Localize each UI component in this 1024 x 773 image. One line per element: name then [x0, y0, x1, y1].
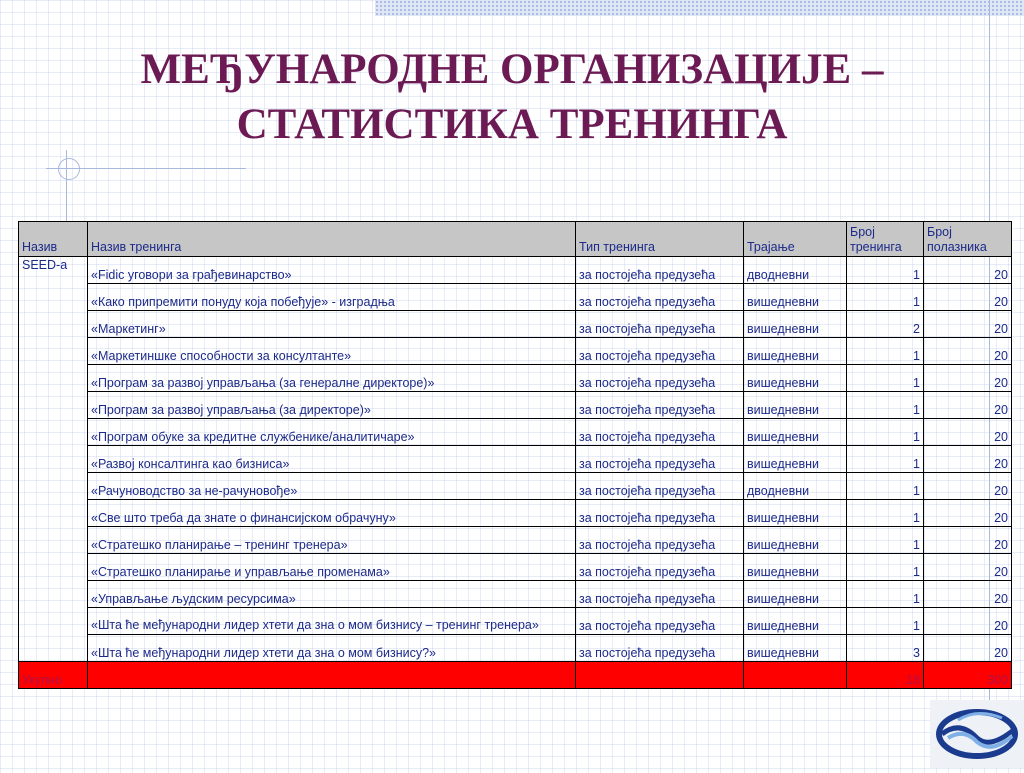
- total-trainings-cell: 18: [847, 662, 924, 689]
- total-empty-cell: [88, 662, 576, 689]
- table-row: [19, 338, 1012, 365]
- participants-count-cell: 20: [924, 311, 1012, 338]
- total-empty-cell: [744, 662, 847, 689]
- duration-cell: дводневни: [744, 257, 847, 284]
- participants-count-cell: 20: [924, 419, 1012, 446]
- total-row: [19, 662, 1012, 689]
- table-row: [19, 446, 1012, 473]
- training-name-cell: «Маркетинг»: [88, 311, 576, 338]
- group-name-cell: [19, 311, 88, 338]
- duration-cell: вишедневни: [744, 284, 847, 311]
- header-naziv: Назив: [19, 222, 88, 257]
- duration-cell: вишедневни: [744, 338, 847, 365]
- trainings-count-cell: 1: [847, 527, 924, 554]
- training-name-cell: «Рачуноводство за не-рачуновође»: [88, 473, 576, 500]
- duration-cell: вишедневни: [744, 500, 847, 527]
- training-name-cell: «Програм за развој управљања (за директоре)»: [88, 392, 576, 419]
- training-name-cell: «Програм за развој управљања (за генералне директоре)»: [88, 365, 576, 392]
- table-row: [19, 284, 1012, 311]
- training-type-cell: за постојећа предузећа: [576, 338, 744, 365]
- group-name-cell: [19, 446, 88, 473]
- participants-count-cell: 20: [924, 446, 1012, 473]
- trainings-count-cell: 1: [847, 257, 924, 284]
- total-participants-cell: 300: [924, 662, 1012, 689]
- participants-count-cell: 20: [924, 338, 1012, 365]
- participants-count-cell: 20: [924, 392, 1012, 419]
- training-type-cell: за постојећа предузећа: [576, 500, 744, 527]
- training-type-cell: за постојећа предузећа: [576, 554, 744, 581]
- duration-cell: вишедневни: [744, 581, 847, 608]
- training-name-cell: «Како припремити понуду која побеђује» - изградња: [88, 284, 576, 311]
- participants-count-cell: 20: [924, 608, 1012, 635]
- eye-swoosh-logo-icon: [930, 700, 1024, 768]
- total-empty-cell: [576, 662, 744, 689]
- group-name-cell: [19, 419, 88, 446]
- training-type-cell: за постојећа предузећа: [576, 446, 744, 473]
- participants-count-cell: 20: [924, 257, 1012, 284]
- duration-cell: вишедневни: [744, 446, 847, 473]
- training-name-cell: «Управљање људским ресурсима»: [88, 581, 576, 608]
- group-name-cell: [19, 338, 88, 365]
- trainings-count-cell: 2: [847, 311, 924, 338]
- table-row: [19, 635, 1012, 662]
- training-statistics-table: [18, 221, 1012, 689]
- trainings-count-cell: 1: [847, 608, 924, 635]
- trainings-count-cell: 1: [847, 554, 924, 581]
- title-line-1: МЕЂУНАРОДНЕ ОРГАНИЗАЦИЈЕ –: [140, 46, 884, 93]
- total-label-cell: Укупно: [19, 662, 88, 689]
- trainings-count-cell: 1: [847, 338, 924, 365]
- duration-cell: вишедневни: [744, 311, 847, 338]
- trainings-count-cell: 1: [847, 392, 924, 419]
- organization-logo: [930, 700, 1024, 768]
- training-type-cell: за постојећа предузећа: [576, 392, 744, 419]
- group-name-cell: [19, 284, 88, 311]
- header-broj-treninga: Број тренинга: [847, 222, 924, 257]
- title-line-2: СТАТИСТИКА ТРЕНИНГА: [236, 101, 788, 148]
- header-broj-polaznika: Број полазника: [924, 222, 1012, 257]
- slide-title: [0, 42, 1024, 152]
- trainings-count-cell: 3: [847, 635, 924, 662]
- trainings-count-cell: 1: [847, 419, 924, 446]
- table-header-row: [19, 222, 1012, 257]
- group-name-cell: [19, 473, 88, 500]
- group-name-cell: [19, 635, 88, 662]
- participants-count-cell: 20: [924, 365, 1012, 392]
- table-row: [19, 527, 1012, 554]
- training-type-cell: за постојећа предузећа: [576, 365, 744, 392]
- duration-cell: вишедневни: [744, 527, 847, 554]
- training-type-cell: за постојећа предузећа: [576, 608, 744, 635]
- table-row: [19, 311, 1012, 338]
- table-row: [19, 419, 1012, 446]
- table-row: [19, 500, 1012, 527]
- training-type-cell: за постојећа предузећа: [576, 257, 744, 284]
- table-row: [19, 257, 1012, 284]
- training-name-cell: «Све што треба да знате о финансијском обрачуну»: [88, 500, 576, 527]
- training-name-cell: «Стратешко планирање и управљање променама»: [88, 554, 576, 581]
- group-name-cell: [19, 554, 88, 581]
- participants-count-cell: 20: [924, 527, 1012, 554]
- duration-cell: вишедневни: [744, 419, 847, 446]
- participants-count-cell: 20: [924, 581, 1012, 608]
- group-name-cell: SEED-a: [19, 257, 88, 284]
- duration-cell: вишедневни: [744, 608, 847, 635]
- top-decorative-band: [375, 0, 1024, 16]
- table-row: [19, 581, 1012, 608]
- training-name-cell: «Програм обуке за кредитне службенике/аналитичаре»: [88, 419, 576, 446]
- group-name-cell: [19, 365, 88, 392]
- participants-count-cell: 20: [924, 473, 1012, 500]
- participants-count-cell: 20: [924, 554, 1012, 581]
- training-type-cell: за постојећа предузећа: [576, 311, 744, 338]
- training-type-cell: за постојећа предузећа: [576, 284, 744, 311]
- group-name-cell: [19, 500, 88, 527]
- trainings-count-cell: 1: [847, 365, 924, 392]
- training-name-cell: «Шта ће међународни лидер хтети да зна о мом бизнису?»: [88, 635, 576, 662]
- trainings-count-cell: 1: [847, 284, 924, 311]
- trainings-count-cell: 1: [847, 446, 924, 473]
- trainings-count-cell: 1: [847, 500, 924, 527]
- group-name-cell: [19, 527, 88, 554]
- duration-cell: вишедневни: [744, 365, 847, 392]
- table-row: [19, 608, 1012, 635]
- duration-cell: вишедневни: [744, 635, 847, 662]
- table-row: [19, 473, 1012, 500]
- duration-cell: вишедневни: [744, 392, 847, 419]
- trainings-count-cell: 1: [847, 581, 924, 608]
- training-type-cell: за постојећа предузећа: [576, 635, 744, 662]
- trainings-count-cell: 1: [847, 473, 924, 500]
- training-name-cell: «Шта ће међународни лидер хтети да зна о мом бизнису – тренинг тренера»: [88, 608, 576, 635]
- participants-count-cell: 20: [924, 500, 1012, 527]
- header-naziv-treninga: Назив тренинга: [88, 222, 576, 257]
- training-name-cell: «Развој консалтинга као бизниса»: [88, 446, 576, 473]
- group-name-cell: [19, 392, 88, 419]
- table-row: [19, 392, 1012, 419]
- duration-cell: дводневни: [744, 473, 847, 500]
- training-type-cell: за постојећа предузећа: [576, 419, 744, 446]
- training-name-cell: «Стратешко планирање – тренинг тренера»: [88, 527, 576, 554]
- training-type-cell: за постојећа предузећа: [576, 581, 744, 608]
- table-row: [19, 365, 1012, 392]
- participants-count-cell: 20: [924, 284, 1012, 311]
- duration-cell: вишедневни: [744, 554, 847, 581]
- training-type-cell: за постојећа предузећа: [576, 527, 744, 554]
- training-name-cell: «Маркетиншке способности за консултанте»: [88, 338, 576, 365]
- training-type-cell: за постојећа предузећа: [576, 473, 744, 500]
- table-row: [19, 554, 1012, 581]
- header-trajanje: Трајање: [744, 222, 847, 257]
- group-name-cell: [19, 581, 88, 608]
- participants-count-cell: 20: [924, 635, 1012, 662]
- header-tip-treninga: Тип тренинга: [576, 222, 744, 257]
- decorative-ring: [58, 158, 80, 180]
- group-name-cell: [19, 608, 88, 635]
- table-body: [19, 257, 1012, 689]
- training-name-cell: «Fidic уговори за грађевинарство»: [88, 257, 576, 284]
